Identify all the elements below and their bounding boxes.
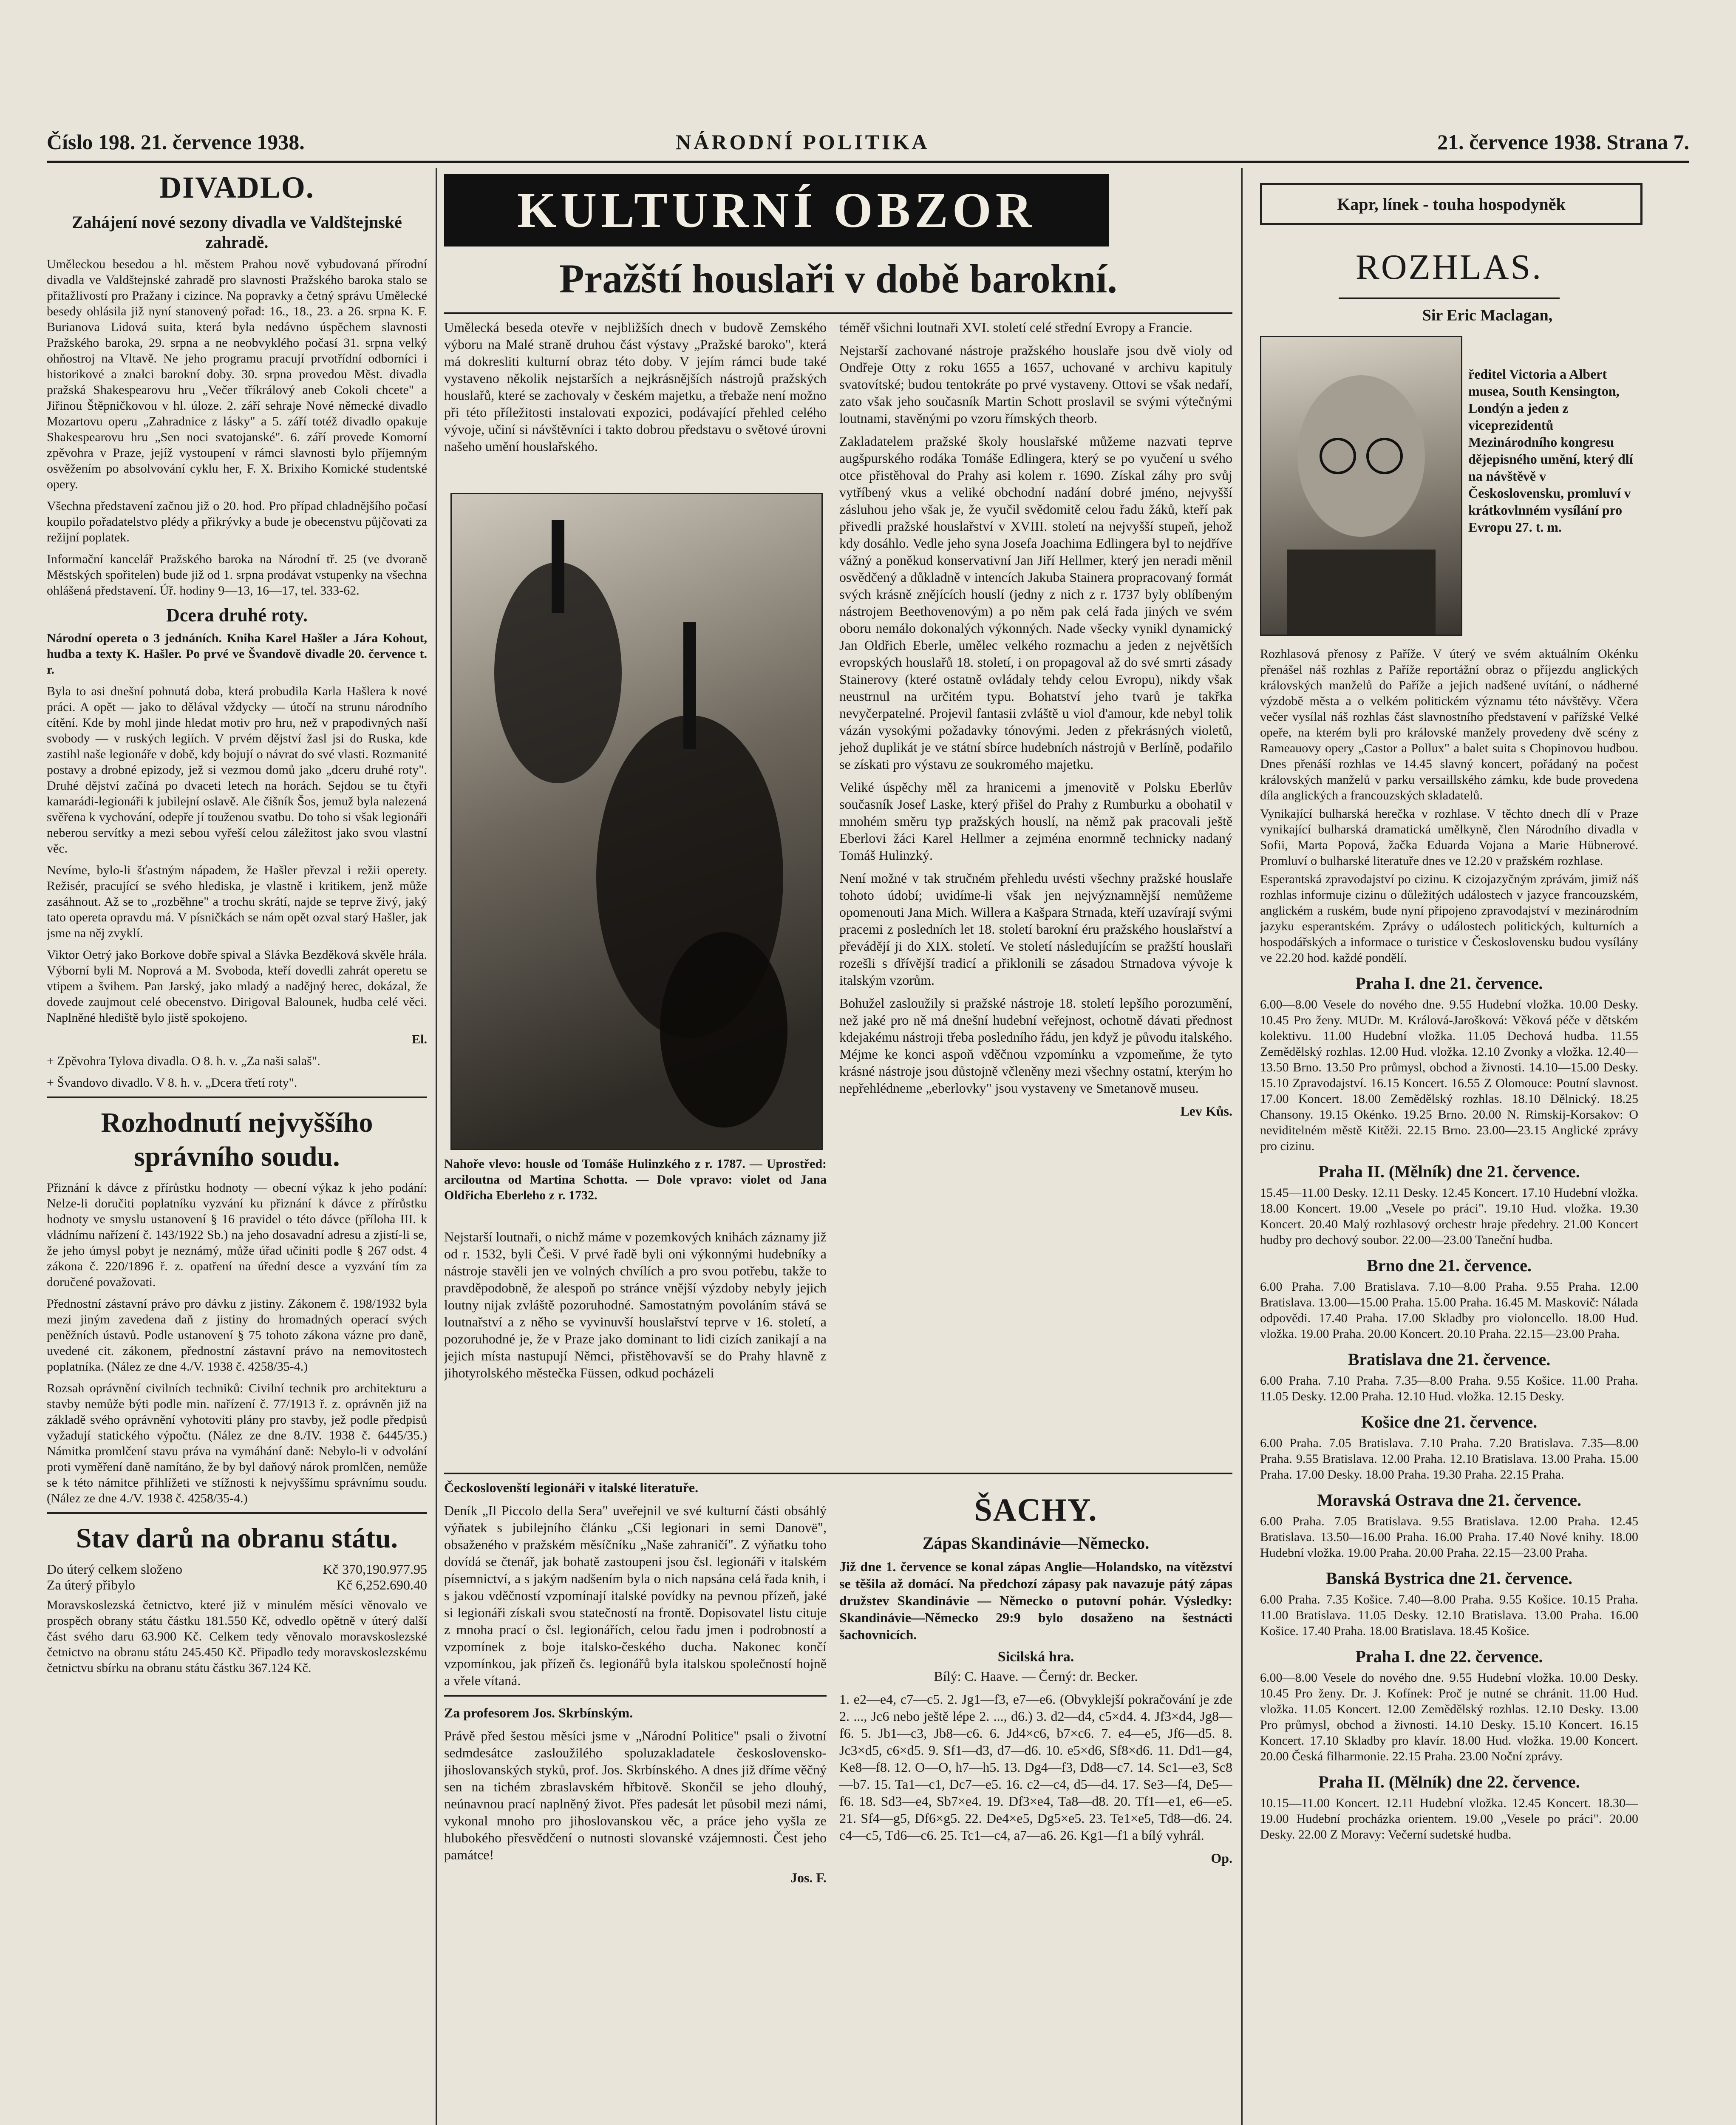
program-day-title: Košice dne 21. července. <box>1361 1412 1538 1431</box>
game-title: Sicilská hra. <box>997 1649 1074 1665</box>
article-text: Bohužel zasloužily si pražské nástroje 18. století lepšího porozumění, než jaké pro ně má dnešní hudební veřejnost, ochotně dávati přednost kdejakému nástroji třeba posledního řádu, jen když je původu italského. Méjme ke konci aspoň vděčnou vzpomínku a vzpomeňme, že tyto krásné nástroje jsou důstojně včleněny mezi všechny ostatní, kterým ho nepřehlédneme „eberlovky" jsou vystaveny ve Smetanově museu. <box>839 995 1232 1096</box>
article-text: Moravskoslezská četnictvo, které již v minulém měsíci věnovalo ve prospěch obrany státu částku 181.550 Kč, odvedlo opětně v úterý další část svého daru 63.900 Kč. Celkem tedy věnovalo moravskoslezské četnictvo na obranu státu 245.450 Kč. Připadlo tedy moravskoslezskému četnictvu sbírku na obranu státu částku 367.124 Kč. <box>47 1598 427 1675</box>
program-day-title: Praha II. (Mělník) dne 22. července. <box>1318 1772 1580 1791</box>
divadlo-heading: DIVADLO. <box>159 170 314 204</box>
theatre-notice: + Zpěvohra Tylova divadla. O 8. h. v. „Za naši salaš". <box>47 1054 320 1068</box>
author-sign: El. <box>412 1032 427 1046</box>
article-title: Pražští houslaři v době barokní. <box>559 256 1118 301</box>
header-rule <box>47 161 1689 163</box>
game-players: Bílý: C. Haave. — Černý: dr. Becker. <box>934 1669 1138 1684</box>
program-listing: 6.00—8.00 Vesele do nového dne. 9.55 Hudební vložka. 10.00 Desky. 10.45 Pro ženy. MUDr. M. Králová-Jarošková: Věková péče v dětském kolektivu. 11.00 Hudební vložka. 11.05 Dechová hudba. 11.55 Zemědělský rozhlas. 12.00 Hud. vložka. 12.10 Zvonky a vložka. 12.40—13.50 Brno. 13.50 Pro průmysl, obchod a živnosti. 14.10—15.00 Desky. 15.10 Zpravodajství. 16.15 Koncert. 16.55 Z Olomouce: Poutní slavnost. 17.00 Koncert. 18.00 Zemědělský rozhlas. 18.10 Dělnický. 18.25 Chansony. 19.15 Okénko. 19.25 Brno. 20.00 N. Rimskij-Korsakov: O neviditelném městě Kitěži. 22.15 Brno. 23.00—23.15 Anglické zprávy pro cizinu. <box>1260 997 1638 1153</box>
article-text: Esperantská zpravodajství po cizinu. K cizojazyčným zprávám, jimiž náš rozhlas informuje cizinu o důležitých událostech v jazyce francouzském, anglickém a ruském, bude nyní připojeno zpravodajství v mezinárodním jazyku esperantském. Zprávy o událostech politických, kulturních a hospodářských a informace o turistice v Československu budou vysílány ve 22.20 hod. každé pondělí. <box>1260 872 1638 965</box>
column-divider <box>436 168 437 2125</box>
section-rule <box>47 1512 427 1514</box>
page-info: 21. července 1938. Strana 7. <box>1437 130 1689 154</box>
kulturni-obzor-banner: KULTURNÍ OBZOR <box>444 174 1109 246</box>
article-text: Všechna představení začnou již o 20. hod. Pro případ chladnějšího počasí koupilo pořadatelstvo plédy a přikrývky a bude je obecenstvu půjčovati za režijní poplatek. <box>47 499 427 544</box>
article-text: Rozhlasová přenosy z Paříže. V úterý ve svém aktuálním Okénku přenášel náš rozhlas z Paříže reportážní obraz o příjezdu anglických královských manželů do Paříže a jejich nadšené uvítání, o nádherné výzdobě města a o velkém politickém významu této návštěvy. Včera večer vysílal náš rozhlas část slavnostního představení v pařížské Velké opeře, na kterém byli pro královské manžely provedeny dvě scény z Rameauovy opery „Castor a Pollux" a balet suita s Chopinovou hudbou. Dnes přenáší rozhlas ve 14.45 slavný koncert, pořádaný na počest královských manželů v parku versaillského zámku, kde bude provedena díla anglických a francouzských skladatelů. <box>1260 647 1638 802</box>
program-listing: 6.00 Praha. 7.35 Košice. 7.40—8.00 Praha. 9.55 Košice. 10.15 Praha. 11.00 Bratislava. 11.05 Desky. 12.10 Bratislava. 13.00 Praha. 16.00 Košice. 17.40 Praha. 18.00 Bratislava. 18.45 Košice. <box>1260 1592 1638 1638</box>
donation-row: Do úterý celkem složeno Kč 370,190.977.95 <box>47 1561 427 1577</box>
article-text: Přiznání k dávce z přírůstku hodnoty — obecní výkaz k jeho podání: Nelze-li doručiti poplatníku vyzvání ku přiznání k dávce z přírůstku hodnoty ve smyslu ustanovení § 16 pravidel o této dávce (příloha III. k vládnímu nařízení č. 143/1922 Sb.) na jeho dosavadní adresu a zjistí-li se, že jeho úmysl pobyt je neznámý, může úřad učiniti podle § 267 odst. 4 zákona č. 220/1896 ř. z. opatření na úřední desce a vyzvání tím za doručené považovati. <box>47 1181 427 1289</box>
article-text: Zakladatelem pražské školy houslařské můžeme nazvati teprve augšpurského rodáka Tomáše Edlingera, který se po vyučení u svého otce přistěhoval do Prahy asi kolem r. 1690. Získal záhy pro svůj vytříbený vkus a veliké obchodní nadání dobré jméno, nejvyšší zásluhou jeho však je, že vyučil svědomitě celou řadu žáků, kteří pak přivedli pražské houslařství v XVIII. století na nejvyšší stupeň, jehož kdy dosáhlo. Vedle jeho syna Josefa Joachima Edlingera byl to nejdříve vážný a poněkud konservativní Jan Jiří Hellmer, který jen neradi měnil osvědčený a důkladně v intencích Jakuba Stainera propracovaný formát svých krásně znějících houslí (jedny z nich z r. 1737 byly oblíbeným nástrojem Beethovenovým) a po něm pak celá řada jiných ve svém oboru nemálo dokonalých výkonných. Nade všecky vynikl dynamický Jan Oldřich Eberle, umělec velkého rozmachu a jeden z největších evropských houslařů 18. století, i on propagoval až do své smrti zásady Stainerovy (které ostatně ovládaly tehdy celou Evropu), nikdy však neustrnul na určitém typu. Bohatství jeho tvarů je takřka nevyčerpatelné. Projevil fantasii zvláště u viol d'amour, kde nebyl tolik vázán vysokými požadavky tónovými. Jeden z překrásných violetů, jehož duplikát je ve státní sbírce hudebních nástrojů v Berlíně, podařilo se získati pro výstavu ze soukromého majetku. <box>839 434 1232 772</box>
section-rule <box>47 1096 427 1098</box>
advert-box: Kapr, línek - touha hospodyněk <box>1260 183 1643 225</box>
kultura-col2 <box>839 319 1232 1466</box>
article-text: Nejstarší loutnaři, o nichž máme v pozemkových knihách záznamy již od r. 1532, byli Češi. V prvé řadě byli oni výkonnými hudebníky a nástroje stavěli jen ve volných chvílích a pro svou potřebu, takže to pravděpodobně, že alespoň po stránce vnější výzdoby nebyly jejich loutny nijak zvláště pozoruhodné. Samostatným povoláním stává se loutnařství a z něho se vyvinuvší houslařství teprve v 16. století, a pozoruhodné je, že v Praze jako dominant to lidi cizích zanikají a na jejich místa nastupují Němci, přistěhovavší se do Prahy hlavně z jihotyrolského městečka Füssen, odkud pocházeli <box>444 1229 827 1380</box>
article-text: Přednostní zástavní právo pro dávku z jistiny. Zákonem č. 198/1932 byla mezi jiným zavedena daň z jistiny do hromadných operací svých peněžních ústavů. Podle ustanovení § 75 tohoto zákona vázne pro daně, uvedené cit. zákonem, přednostní zástavní právo na nemovitostech poplatníka. (Nález ze dne 4./V. 1938 č. 4258/35-4.) <box>47 1297 427 1374</box>
program-day-title: Praha I. dne 21. července. <box>1355 974 1543 993</box>
kultura-col1-bottom <box>444 1228 827 1466</box>
article-title: Za profesorem Jos. Skrbínským. <box>444 1705 633 1720</box>
kultura-col1-top <box>444 319 827 480</box>
section-rule <box>444 312 1232 314</box>
portrait-icon <box>1261 337 1461 635</box>
article-text: Uměleckou besedou a hl. městem Prahou nově vybudovaná přírodní divadla ve Valdštejnské zahradě pro slavnosti Pražského baroka stalo se přitažlivostí pro Pražany i cizince. Na popravky a četný správu Umělecké besedy ohlásila již nyní stanovený pořad: 16., 18., 23. a 26. srpna K. F. Burianova Lidová suita, která byla nedávno úspěchem slavnosti Pražského baroka, 29. srpna a ne neobvyklého počasí 31. srpna velký ohňostroj na Vltavě. Ne jeho programu pracují prvotřídní odborníci i historikové a znalci barokní doby. 30. srpna provedou Měst. divadla pražská Shakespearovu hru „Večer tříkrálový aneb Cokoli chcete" a Jiřinou Štěpničkovou v hl. úloze. 2. září sehraje Nové německé divadlo Mozartovu operu „Zahradnice z lásky" a 5. září totéž divadlo opakuje Shakespearovu hru „Sen noci svatojanské". 6. září provede Komorní zpěvohra v Praze, jejíž vystoupení v rámci slavnosti bylo příjemným osvěžením po absolvování cyklu her, F. X. Brixiho Komické studentské opery. <box>47 257 427 491</box>
donation-row: Za úterý přibylo Kč 6,252.690.40 <box>47 1577 427 1592</box>
program-day-title: Praha I. dne 22. července. <box>1355 1647 1543 1666</box>
running-header <box>47 125 1689 159</box>
photo-caption: ředitel Victoria a Albert musea, South Kensington, Londýn a jeden z viceprezidentů Mezinárodního kongresu dějepisného umění, který dlí na návštěvě v Československu, promluví v krátkovlnném vysílání pro Evropu 27. t. m. <box>1468 366 1633 535</box>
sachy-heading: ŠACHY. <box>974 1492 1098 1528</box>
author-sign: Op. <box>1211 1850 1232 1866</box>
program-day-title: Brno dne 21. července. <box>1367 1256 1532 1275</box>
violin-icon <box>452 494 821 1149</box>
masthead: NÁRODNÍ POLITIKA <box>676 130 930 154</box>
article-title: Dcera druhé roty. <box>166 605 308 626</box>
article-text: Informační kancelář Pražského baroka na Národní tř. 25 (ve dvoraně Městských spořitelen) bude již od 1. srpna prodávat vstupenky na všechna ohlášená představení. Úř. hodiny 9—13, 16—17, tel. 333-62. <box>47 552 427 598</box>
rozhlas-column <box>1260 646 1638 2125</box>
section-rule <box>444 1695 827 1697</box>
article-text: Viktor Oetrý jako Borkove dobře spival a Slávka Bezděková skvěle hrála. Výborní byli M. Noprová a M. Svoboda, kteří dovedli zahrát operetu se vtipem a švihem. Pan Jarský, jako mladý a nadějný herec, dokázal, že dovede zaujmout celé obecenstvo. Dirigoval Balounek, hudba celé věci. Naplněné hlediště bylo jistě spokojeno. <box>47 948 427 1025</box>
article-text: Nevíme, bylo-li šťastným nápadem, že Hašler převzal i režii operety. Režisér, pracující se svého hlediska, je vlastně i kritikem, jenž může zasáhnout. Až se to „rozběhne" a trochu skrátí, najde se teprve živý, jaký tato opereta opravdu má. V písničkách se nám opět ozval starý Hašler, jak jsme na něj zvyklí. <box>47 863 427 940</box>
article-text: Byla to asi dnešní pohnutá doba, která probudila Karla Hašlera k nové práci. A opět — jako to dělával vždycky — útočí na strunu národního cítění. Kde by mohl jinde hledat motiv pro hru, než v prapodivných naší svobody — v ruských legiích. V prvém dějství žasl jsi do Ruska, kde zastihl naše legionáře v době, kdy bojují o návrat do své vlasti. Rozmanité postavy a drobné epizody, jež si vezmou domů jako „dceru druhé roty". Druhé dějství začíná po dvaceti letech na horách. Sejdou se tu čtyři kamarádi-legionáři k jubilejní oslavě. Ale čišník Šos, jemuž byla nalezená svěřena k vychování, odepře jí touženou svatbu. Do toho si však legionáři neberou servítky a mezi sebou vyřeší celou záležitost jako svou vlastní věc. <box>47 684 427 856</box>
article-lead: Národní opereta o 3 jednáních. Kniha Karel Hašler a Jára Kohout, hudba a texty K. Hašler. Po prvé ve Švandově divadle 20. července t. r. <box>47 631 427 677</box>
program-listing: 6.00 Praha. 7.00 Bratislava. 7.10—8.00 Praha. 9.55 Praha. 12.00 Bratislava. 13.00—15.00 Praha. 15.00 Praha. 16.45 M. Maskovič: Nálada odpovědi. 17.40 Praha. 17.00 Skladby pro violoncello. 18.00 Hud. vložka. 19.00 Praha. 20.00 Koncert. 20.10 Praha. 22.15—23.00 Praha. <box>1260 1280 1638 1341</box>
photo-caption: Nahoře vlevo: housle od Tomáše Hulinzkého z r. 1787. — Uprostřed: arciloutna od Martina Schotta. — Dole vpravo: violet od Jana Oldřicha Eberleho z r. 1732. <box>444 1157 827 1202</box>
author-sign: Lev Kůs. <box>1180 1103 1232 1119</box>
article-text: téměř všichni loutnaři XVI. století celé střední Evropy a Francie. <box>839 320 1192 335</box>
program-listing: 10.15—11.00 Koncert. 12.11 Hudební vložka. 12.45 Koncert. 18.30—19.00 Hudební procházka orientem. 19.00 „Vesele po práci". 20.00 Desky. 22.00 Z Moravy: Večerní sudetské hudba. <box>1260 1796 1638 1842</box>
photo-name: Sir Eric Maclagan, <box>1422 306 1553 324</box>
rozhlas-heading: ROZHLAS. <box>1355 247 1543 287</box>
article-text: Nejstarší zachované nástroje pražského houslaře jsou dvě violy od Ondřeje Otty z roku 1655 a 1657, uchované v archivu kapituly svatovítské; budou tentokráte po prvé vystaveny. Ottovi se však nedaří, zato však jeho současník Martin Schott proslavil se svými výtečnými loutnami, stavěnými po vzoru římských theorb. <box>839 343 1232 426</box>
section-rule <box>444 1473 1232 1474</box>
article-title: Zápas Skandinávie—Německo. <box>922 1533 1150 1553</box>
portrait-photo <box>1260 336 1462 636</box>
article-title: Čeckoslovenští legionáři v italské literatuře. <box>444 1480 699 1495</box>
program-day-title: Bratislava dne 21. července. <box>1348 1350 1551 1369</box>
program-listing: 6.00 Praha. 7.05 Bratislava. 7.10 Praha. 7.20 Bratislava. 7.35—8.00 Praha. 9.55 Bratislava. 12.00 Praha. 12.10 Bratislava. 13.00 Praha. 15.00 Praha. 17.00 Desky. 18.00 Praha. 19.30 Praha. 22.15 Praha. <box>1260 1436 1638 1482</box>
column-divider <box>1241 168 1243 2125</box>
issue-info: Číslo 198. 21. července 1938. <box>47 130 305 154</box>
theatre-notice: + Švandovo divadlo. V 8. h. v. „Dcera třetí roty". <box>47 1076 297 1090</box>
article-text: Není možné v tak stručném přehledu uvésti všechny pražské houslaře tohoto údobí; uvidíme-li však jen nejvýznamnější nemůžeme opomenouti Jana Mich. Willera a Kašpara Strnada, kteří uzavírají svými pracemi z posledních let 18. století barokní éru pražského houslařství a převádějí ji do XIX. století. Ve století následujícím se pražští houslaři rozešli s dřívější tradicí a přiklonili se zásadou Strnadova vývoje k italským vzorům. <box>839 870 1232 988</box>
article-lead: Již dne 1. července se konal zápas Anglie—Holandsko, na vítězství se těšila až domácí. Na předchozí zápasy pak navazuje pátý zápas družstev Skandinávie — Německo o putovní pohár. Výsledky: Skandinávie—Německo 29:9 bylo dosaženo na šestnácti šachovnicích. <box>839 1559 1232 1642</box>
section-rule <box>1339 298 1560 299</box>
article-text: Vynikající bulharská herečka v rozhlase. V těchto dnech dlí v Praze vynikající bulharská dramatická umělkyně, člen Národního divadla v Sofii, Marta Popová, žačka Eduarda Vojana a Marie Hübnerové. Promluví o bulharské literatuře dnes ve 12.20 v pražském rozhlase. <box>1260 807 1638 868</box>
sachy-column <box>839 1479 1232 2125</box>
program-day-title: Moravská Ostrava dne 21. července. <box>1317 1490 1582 1510</box>
divadlo-column <box>47 170 427 2125</box>
article-title: Rozhodnutí nejvyššího správního soudu. <box>101 1107 373 1172</box>
article-text: Právě před šestou měsíci jsme v „Národní Politice" psali o životní sedmdesátce zasloužilého spoluzakladatele československo-jihoslovanských styků, prof. Jos. Skrbínského. A dnes již dříme věčný sen na tichém zbraslavském hřbitově. Skončil se jeho dlouhý, neúnavnou prací naplněný život. Přes padesát let působil mezi námi, vykonal mnoho pro jihoslovanskou věc, a práce jeho vyšla ze hlubokého přesvědčení o nutnosti slovanské vzájemnosti. Čest jeho památce! <box>444 1728 827 1862</box>
article-text: Deník „Il Piccolo della Sera" uveřejnil ve své kulturní části obsáhlý výňatek s jubilejního článku „Cši legionari in semi Danovë", obsaženého v pražském měsíčníku „Naše zahraničí". Z výňatku toho dovídá se čtenář, jak bohatě zastoupeni jsou čsl. legionáři v italském písemnictví, a s jakým nadšením byla o nich napsána celá řada knih, i s jakou vděčností vzpomínají italské povídky na pevnou přízeň, jaké si legionáři získali svou statečností na frontě. Dopisovatel listu cituje z mnoha prací o čsl. legionářích, celou řadu jmen i podrobností a vzpomínek z boje italsko-českého ducha. Nakonec končí vzpomínkou, jak přízeň čs. legionářů byla italskou společností hojně a vřele vítaná. <box>444 1503 827 1688</box>
article-text: Rozsah oprávnění civilních techniků: Civilní technik pro architekturu a stavby nemůže býti podle min. nařízení č. 77/1913 ř. z. oprávněn již na základě svého oprávnění vyhotoviti plány pro stavby, jež podle předpisů vyžadují statického výpočtu. (Nález ze dne 8./IV. 1938 č. 6445/35.) Námitka promlčení stavu práva na vymáhání daně: Nebylo-li v odvolání proti vyměření daně namítáno, že by byl daňový nárok promlčen, nemůže se k této námitce přihlížeti ve stížnosti k nejvyššímu správnímu soudu. (Nález ze dne 4./V. 1938 č. 4258/35-4.) <box>47 1381 427 1505</box>
author-sign: Jos. F. <box>790 1870 827 1885</box>
program-listing: 6.00 Praha. 7.10 Praha. 7.35—8.00 Praha. 9.55 Košice. 11.00 Praha. 11.05 Desky. 12.00 Praha. 12.10 Hud. vložka. 12.15 Desky. <box>1260 1374 1638 1403</box>
violins-photo <box>450 493 823 1150</box>
article-title: Zahájení nové sezony divadla ve Valdštejnské zahradě. <box>72 212 402 252</box>
kultura-lower-left <box>444 1479 827 2125</box>
article-text: Veliké úspěchy měl za hranicemi a jmenovitě v Polsku Eberlův současník Josef Laske, který přišel do Prahy z Rumburku a obohatil v mnohém směru typ pražských houslí, na němž pak pracovali ještě Eberlovi žáci Karel Hellmer a zejména enormně technicky nadaný Tomáš Hulinzký. <box>839 779 1232 863</box>
program-listing: 6.00 Praha. 7.05 Bratislava. 9.55 Bratislava. 12.00 Praha. 12.45 Bratislava. 13.50—16.00 Praha. 16.00 Praha. 17.40 Nové knihy. 18.00 Hudební vložka. 19.00 Praha. 20.00 Praha. 22.15—23.00 Praha. <box>1260 1514 1638 1560</box>
program-day-title: Praha II. (Mělník) dne 21. července. <box>1318 1162 1580 1181</box>
program-day-title: Banská Bystrica dne 21. července. <box>1326 1569 1572 1588</box>
game-notation: 1. e2—e4, c7—c5. 2. Jg1—f3, e7—e6. (Obvyklejší pokračování je zde 2. ..., Jc6 nebo ještě lépe 2. ..., d6.) 3. d2—d4, c5×d4. 4. Jf3×d4, Jg8—f6. 5. Jb1—c3, Jb8—c6. 6. Jd4×c6, b7×c6. 7. e4—e5, Jf6—d5. 8. Jc3×d5, c6×d5. 9. Sf1—d3, d7—d6. 10. e5×d6, Sf8×d6. 11. Dd1—g4, Ke8—f8. 12. O—O, h7—h5. 13. Dg4—f3, Dd8—c7. 14. Sc1—e3, Sc8—b7. 15. Ta1—c1, Dc7—e5. 16. c2—c4, d5—d4. 17. Se3—f4, De5—f6. 18. Sd3—e4, Sb7×e4. 19. Df3×e4, Ta8—d8. 20. Tf1—e1, e6—e5. 21. Sf4—g5, Df6×g5. 22. De4×e5, Dg5×e5. 23. Te1×e5, Td8—d6. 24. c4—c5, Td6—c6. 25. Tc1—c4, a7—a6. 26. Kg1—f1 a bílý vyhrál. <box>839 1692 1232 1843</box>
article-title: Stav darů na obranu státu. <box>76 1523 398 1554</box>
article-text: Umělecká beseda otevře v nejbližších dnech v budově Zemského výboru na Malé straně druhou část výstavy „Pražské baroko", která má dokresliti kulturní obraz této doby. V jejím rámci bude také vystaveno několik nejstarších a nejkrásnějších nástrojů pražských houslařů, které se zachovaly v českém majetku, a třebaže není možno při této příležitosti instalovati expozici, podávající přehled celého vývoje, učiní si návštěvníci i takto dobrou představu o světové úrovni našeho umění houslařského. <box>444 320 827 454</box>
program-listing: 6.00—8.00 Vesele do nového dne. 9.55 Hudební vložka. 10.00 Desky. 10.45 Pro ženy. Dr. J. Kofínek: Proč je nutné se chránit. 11.00 Hud. vložka. 11.05 Koncert. 12.00 Zemědělský rozhlas. 12.10 Desky. 13.00 Pro průmysl, obchod a živnosti. 14.10 Desky. 15.10 Koncert. 16.15 Koncert. 17.10 Skladby pro klavír. 18.00 Hud. vložka. 19.00 Koncert. 20.00 Česká filharmonie. 22.15 Praha. 23.00 Noční zprávy. <box>1260 1671 1638 1763</box>
program-listing: 15.45—11.00 Desky. 12.11 Desky. 12.45 Koncert. 17.10 Hudební vložka. 18.00 Koncert. 19.00 „Vesele po práci". 19.10 Hud. vložka. 19.30 Koncert. 20.40 Malý rozhlasový orchestr hraje předehry. 21.00 Koncert hudby pro dechový soubor. 22.00—23.00 Taneční hudba. <box>1260 1186 1638 1247</box>
